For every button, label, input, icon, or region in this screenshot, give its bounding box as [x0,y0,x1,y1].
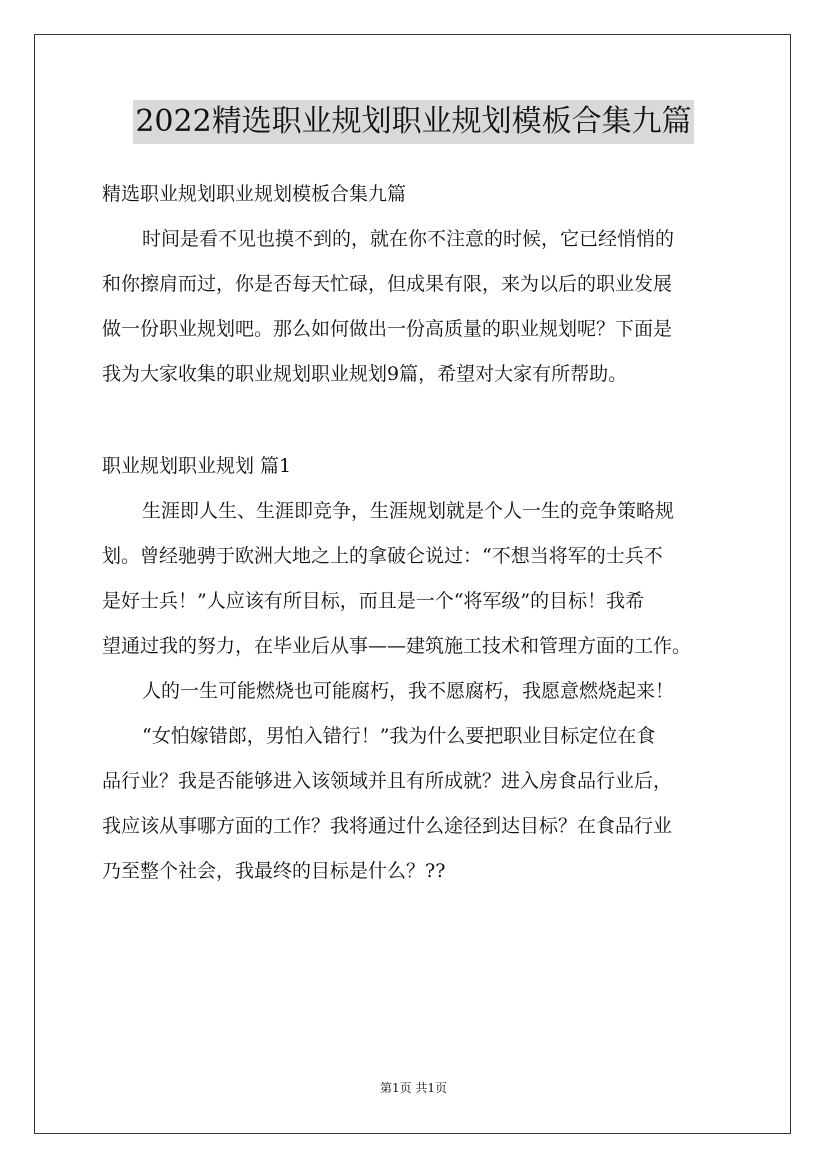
section-line: 人的一生可能燃烧也可能腐朽，我不愿腐朽，我愿意燃烧起来！ [142,680,675,702]
section-line: 我应该从事哪方面的工作？我将通过什么途径到达目标？在食品行业 [102,815,673,837]
section-line: 划。曾经驰骋于欧洲大地之上的拿破仑说过：“不想当将军的士兵不 [102,545,663,567]
document-body [102,172,742,894]
section-heading: 职业规划职业规划 篇1 [102,455,292,477]
section-line: 是好士兵！”人应该有所目标，而且是一个“将军级”的目标！我希 [102,590,645,612]
document-title-block [0,100,827,144]
document-title: 2022精选职业规划职业规划模板合集九篇 [133,100,693,144]
intro-line: 做一份职业规划吧。那么如何做出一份高质量的职业规划呢？下面是 [102,318,673,340]
document-subtitle: 精选职业规划职业规划模板合集九篇 [102,183,407,205]
page-footer: 第1页 共1页 [379,1081,448,1095]
intro-line: 时间是看不见也摸不到的，就在你不注意的时候，它已经悄悄的 [142,228,675,250]
section-line: 望通过我的努力，在毕业后从事——建筑施工技术和管理方面的工作。 [102,635,692,657]
intro-line: 和你擦肩而过，你是否每天忙碌，但成果有限，来为以后的职业发展 [102,273,673,295]
section-line: 品行业？我是否能够进入该领域并且有所成就？进入房食品行业后， [102,770,673,792]
paragraph-gap [102,397,742,444]
section-line: 生涯即人生、生涯即竞争，生涯规划就是个人一生的竞争策略规 [142,500,675,522]
section-line: “女怕嫁错郎，男怕入错行！”我为什么要把职业目标定位在食 [142,725,656,747]
intro-line: 我为大家收集的职业规划职业规划9篇，希望对大家有所帮助。 [102,363,628,385]
section-line: 乃至整个社会，我最终的目标是什么？?? [102,860,446,882]
